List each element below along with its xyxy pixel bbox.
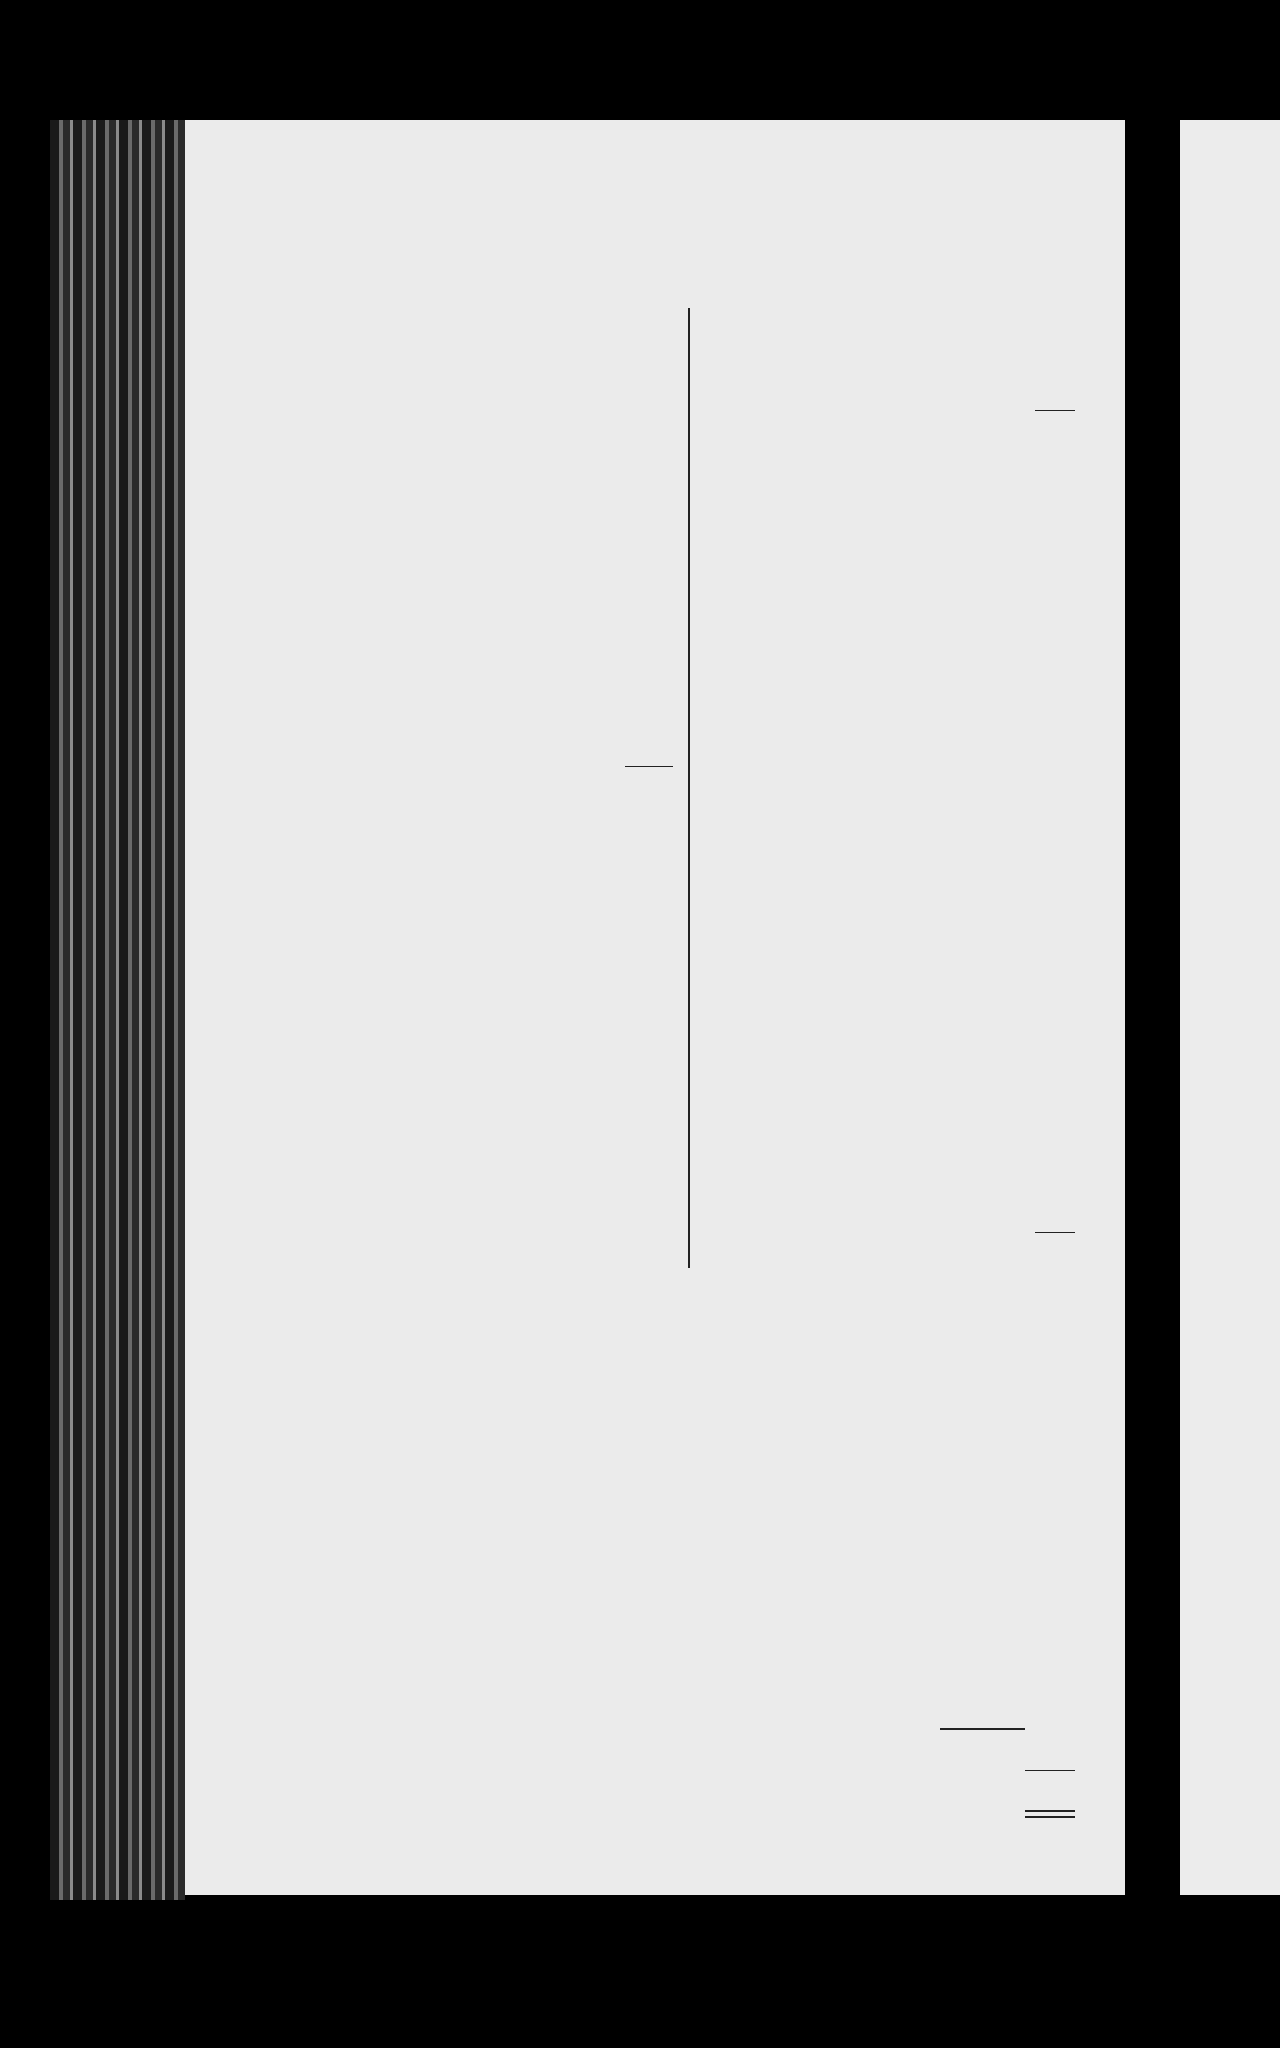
shag-harbour-entry: [270, 672, 673, 694]
debit-subtotal-rule: [940, 1728, 1025, 1730]
shag-harbour-entry: [270, 581, 673, 603]
woods-harbour-entry: [267, 970, 673, 992]
shag-harbour-entry: [270, 649, 673, 671]
woods-harbour-entry: [267, 1129, 673, 1151]
woods-harbour-entry: [267, 924, 673, 946]
continued-total: [885, 418, 1075, 440]
shag-harbour-entry: [270, 490, 673, 512]
woods-harbour-entry: [267, 901, 673, 923]
shag-harbour-entry: [270, 467, 673, 489]
woods-harbour-entry: [267, 1106, 673, 1128]
shag-harbour-entry: [270, 626, 673, 648]
argyle-total: [885, 1240, 1075, 1262]
woods-harbour-entry: [267, 810, 673, 832]
fund-double-rule-2: [1025, 1816, 1075, 1818]
woods-harbour-entry: [267, 1220, 673, 1242]
shag-total: [515, 774, 673, 796]
shag-harbour-entry: [270, 444, 673, 466]
shag-harbour-entry: [270, 558, 673, 580]
woods-harbour-entry: [267, 1175, 673, 1197]
continued-total-rule: [1035, 410, 1075, 411]
shag-harbour-entry: [270, 398, 673, 420]
facing-page-fragment: [1180, 120, 1280, 1895]
book-page: [185, 120, 1125, 1895]
shag-harbour-entry: [270, 604, 673, 626]
woods-harbour-entry: [267, 878, 673, 900]
shag-harbour-entry: [270, 353, 673, 375]
book-spine: [50, 120, 185, 1900]
fund-double-rule-1: [1025, 1810, 1075, 1812]
shag-harbour-entry: [270, 376, 673, 398]
column-divider: [688, 308, 690, 1268]
woods-harbour-entry: [267, 1243, 673, 1265]
fund-rule-top: [1025, 1770, 1075, 1771]
shag-harbour-entry: [270, 330, 673, 352]
woods-harbour-entry: [267, 1015, 673, 1037]
woods-harbour-entry: [267, 1061, 673, 1083]
woods-harbour-entry: [267, 856, 673, 878]
woods-harbour-entry: [267, 1038, 673, 1060]
argyle-total-rule: [1035, 1232, 1075, 1233]
woods-harbour-entry: [267, 947, 673, 969]
woods-harbour-entry: [267, 833, 673, 855]
woods-harbour-entry: [267, 992, 673, 1014]
shag-harbour-entry: [270, 421, 673, 443]
woods-harbour-entry: [267, 1152, 673, 1174]
woods-harbour-entry: [267, 1084, 673, 1106]
shag-harbour-entry: [270, 695, 673, 717]
shag-total-rule: [625, 766, 673, 767]
shag-harbour-entry: [270, 512, 673, 534]
woods-harbour-entry: [267, 1198, 673, 1220]
shag-harbour-entry: [270, 535, 673, 557]
